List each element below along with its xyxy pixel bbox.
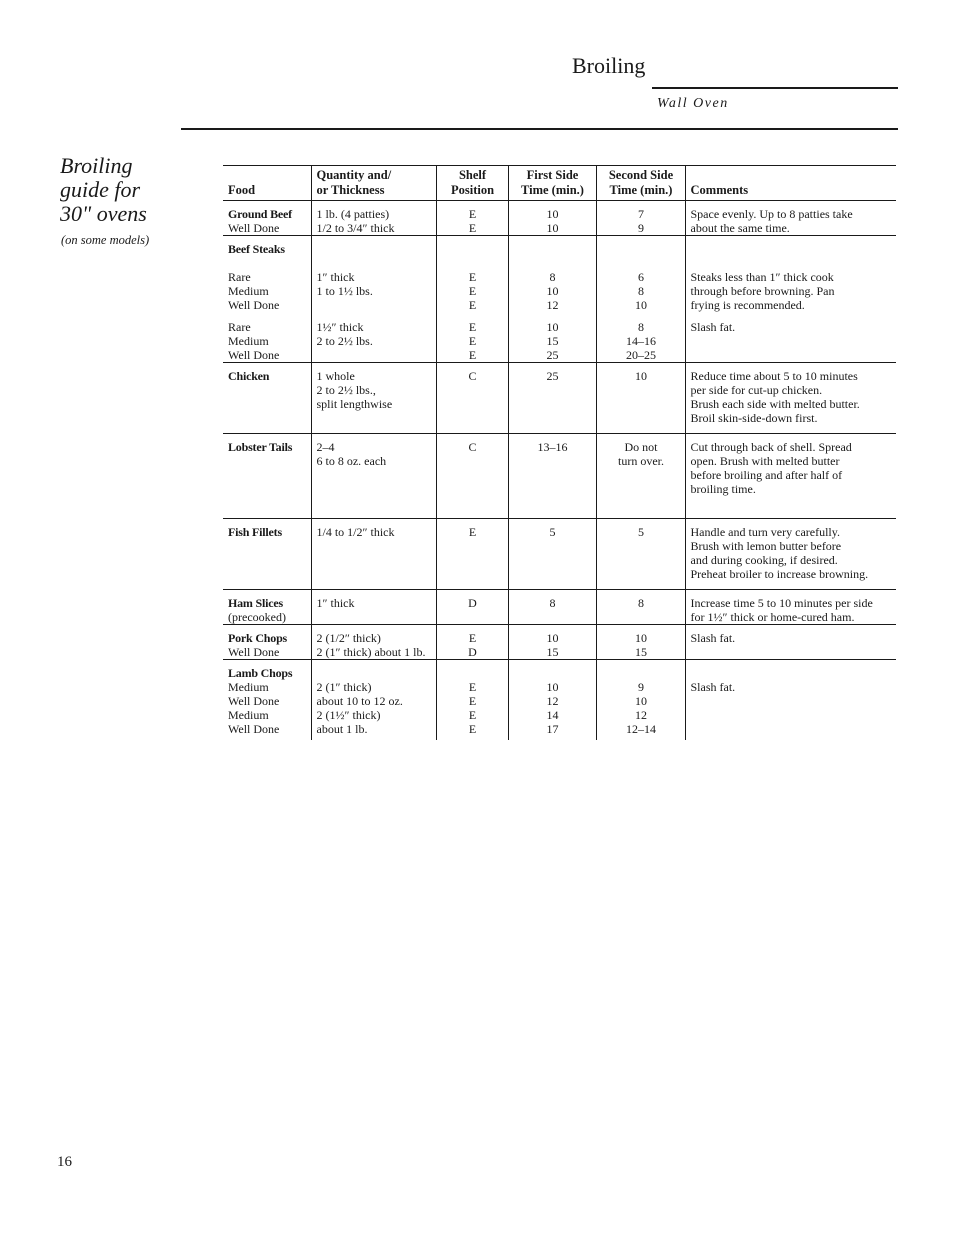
cell-second-side [596,590,685,625]
cell-first-side [508,363,596,434]
spacer [514,312,592,320]
cell-line: Space evenly. Up to 8 patties take [690,207,853,221]
cell-quantity [311,519,436,590]
header-first-side [508,166,596,201]
cell-line: 8 [638,320,644,334]
cell-quantity [311,201,436,236]
cell-line: Reduce time about 5 to 10 minutes [690,369,858,383]
cell-line [691,348,893,362]
cell-line: 15 [546,645,559,659]
cell-line: about 1 lb. [316,722,368,736]
cell-quantity [311,434,436,519]
table-row-chicken [223,363,896,434]
cell-line: about the same time. [690,221,790,235]
cell-line: Preheat broiler to increase browning. [690,567,869,581]
table-row-pork-chops [223,625,896,660]
cell-line: Broil skin-side-down first. [690,411,818,425]
header-rule-long [181,128,898,130]
table-row-fish-fillets [223,519,896,590]
cell-food [223,201,311,236]
cell-food [223,519,311,590]
cell-shelf [436,236,508,363]
cell-line: 1 lb. (4 patties) [316,207,390,221]
cell-line: 8 [549,596,556,610]
cell-line: and during cooking, if desired. [690,553,838,567]
cell-line: Lobster Tails [228,440,293,454]
table-row-lobster-tails [223,434,896,519]
cell-line: Medium [228,708,269,722]
cell-line: E [468,298,477,312]
cell-line: for 1½″ thick or home-cured ham. [690,610,855,624]
table-row-ground-beef [223,201,896,236]
cell-line: 10 [546,284,559,298]
spacer [691,312,893,320]
cell-first-side [508,201,596,236]
header-line: Quantity and/ [316,168,392,182]
cell-line: 5 [549,525,556,539]
cell-line: split lengthwise [316,397,393,411]
cell-line: 2–4 [316,440,335,454]
cell-line: 10 [635,631,647,645]
side-note: (on some models) [61,233,150,247]
cell-quantity [311,236,436,363]
side-heading [60,154,190,226]
cell-comments [685,519,896,590]
header-quantity [311,166,436,201]
cell-first-side [508,434,596,519]
cell-line: 20–25 [626,348,656,362]
cell-comments [685,590,896,625]
cell-line: Ham Slices [228,596,283,610]
cell-line: E [468,270,477,284]
cell-line: 14–16 [626,334,656,348]
cell-line: Medium [228,284,269,298]
cell-second-side [596,363,685,434]
cell-comments [685,363,896,434]
cell-line: Fish Fillets [228,525,282,539]
cell-line: Increase time 5 to 10 minutes per side [690,596,873,610]
table-header-row [223,166,896,201]
page-number: 16 [57,1154,72,1170]
cell-food [223,660,311,741]
spacer [602,312,681,320]
broiling-guide-table [223,165,896,740]
cell-line: Medium [228,680,269,694]
cell-line: Well Done [228,694,280,708]
cell-line: 9 [638,680,644,694]
cell-line: 2 (1/2″ thick) [316,631,381,645]
cell-line: E [468,207,477,221]
cell-line: 10 [546,680,559,694]
cell-line: broiling time. [690,482,756,496]
cell-line: Rare [228,320,251,334]
cell-line: open. Brush with melted butter [690,454,840,468]
cell-line: 7 [638,207,644,221]
cell-shelf [436,519,508,590]
cell-line: 8 [638,596,644,610]
cell-line [317,298,432,312]
header-line: Second Side [608,168,674,182]
cell-line: turn over. [618,454,664,468]
cell-line [317,242,432,256]
cell-line: Do not [624,440,658,454]
cell-line: 10 [546,320,559,334]
spacer [228,312,307,320]
cell-line: 2 to 2½ lbs. [316,334,373,348]
cell-line [442,666,504,680]
cell-line: 12–14 [626,722,656,736]
cell-line [602,666,681,680]
page-section-title: Broiling [572,53,646,78]
cell-line: Lamb Chops [228,666,293,680]
cell-line [317,666,432,680]
header-shelf [436,166,508,201]
cell-second-side [596,434,685,519]
cell-line: E [468,694,477,708]
cell-line [691,666,893,680]
cell-line [514,666,592,680]
cell-food [223,236,311,363]
side-heading-line: 30" ovens [60,201,147,226]
cell-line [228,256,307,270]
cell-line: Well Done [228,348,280,362]
header-line: or Thickness [316,183,385,197]
table-row-ham-slices [223,590,896,625]
cell-line: 5 [638,525,644,539]
cell-second-side [596,236,685,363]
cell-line: 12 [546,694,559,708]
cell-line: 1″ thick [316,596,355,610]
cell-line [317,256,432,270]
cell-second-side [596,625,685,660]
cell-line: 1/4 to 1/2″ thick [316,525,395,539]
cell-line: E [468,631,477,645]
cell-first-side [508,236,596,363]
header-food: Food [228,183,256,197]
cell-food [223,363,311,434]
cell-line: Ground Beef [228,207,292,221]
cell-shelf [436,590,508,625]
cell-first-side [508,660,596,741]
cell-line: D [468,645,477,659]
header-line: Shelf [458,168,487,182]
cell-line [442,242,504,256]
cell-second-side [596,519,685,590]
cell-quantity [311,590,436,625]
cell-line: 2 (1″ thick) [316,680,372,694]
cell-line [514,256,592,270]
cell-line: Slash fat. [690,680,736,694]
cell-line: 8 [549,270,556,284]
side-heading-line: guide for [60,177,141,202]
cell-line: 14 [546,708,559,722]
cell-line: 2 (1½″ thick) [316,708,381,722]
cell-food [223,434,311,519]
cell-line: E [468,708,477,722]
spacer [442,312,504,320]
cell-line: 2 to 2½ lbs., [316,383,376,397]
cell-shelf [436,434,508,519]
cell-line: E [468,348,477,362]
cell-first-side [508,519,596,590]
cell-quantity [311,363,436,434]
cell-food [223,625,311,660]
cell-line: 25 [546,369,559,383]
cell-line: E [468,284,477,298]
header-rule-short [652,87,898,89]
cell-line: 6 [638,270,644,284]
cell-line: 10 [635,694,647,708]
cell-shelf [436,625,508,660]
cell-line: 12 [635,708,647,722]
cell-line: E [468,221,477,235]
cell-line [691,242,893,256]
cell-line: 1/2 to 3/4″ thick [316,221,395,235]
cell-first-side [508,625,596,660]
cell-line: 2 (1″ thick) about 1 lb. [316,645,426,659]
cell-line: 1″ thick [316,270,355,284]
cell-line: 9 [638,221,644,235]
cell-line: C [468,369,477,383]
header-line: First Side [526,168,579,182]
cell-first-side [508,590,596,625]
cell-line: 10 [546,221,559,235]
table-body [223,201,896,741]
cell-line: 25 [546,348,559,362]
cell-line: 1½″ thick [316,320,364,334]
cell-second-side [596,201,685,236]
cell-quantity [311,625,436,660]
cell-line: 10 [546,631,559,645]
cell-line: 15 [546,334,559,348]
cell-line: Well Done [228,645,280,659]
cell-line: about 10 to 12 oz. [316,694,403,708]
cell-line: E [468,525,477,539]
cell-line: 13–16 [537,440,568,454]
cell-line: Brush each side with melted butter. [690,397,860,411]
cell-line [691,256,893,270]
cell-comments [685,625,896,660]
cell-line [602,256,681,270]
cell-line: 15 [635,645,647,659]
cell-line [691,334,893,348]
cell-quantity [311,660,436,741]
cell-line: Slash fat. [690,320,736,334]
cell-line: D [468,596,477,610]
cell-line: C [468,440,477,454]
cell-line: frying is recommended. [690,298,805,312]
header-line: Time (min.) [609,183,673,197]
cell-line: E [468,320,477,334]
header-line: Position [450,183,495,197]
cell-shelf [436,201,508,236]
cell-line [317,348,432,362]
cell-shelf [436,363,508,434]
cell-line: E [468,334,477,348]
cell-line: Well Done [228,298,280,312]
cell-comments [685,236,896,363]
header-comments: Comments [685,166,896,201]
cell-line [602,242,681,256]
cell-second-side [596,660,685,741]
cell-line: Steaks less than 1″ thick cook [690,270,834,284]
cell-line: E [468,680,477,694]
cell-line: E [468,722,477,736]
cell-line: Pork Chops [228,631,288,645]
page-section-subtitle: Wall Oven [657,96,729,111]
cell-line: Brush with lemon butter before [690,539,842,553]
side-heading-line: Broiling [60,153,133,178]
cell-line: 12 [546,298,559,312]
table-row-lamb-chops [223,660,896,741]
cell-line: 1 to 1½ lbs. [316,284,373,298]
cell-line: per side for cut-up chicken. [690,383,823,397]
cell-line: 10 [635,369,647,383]
cell-line: Chicken [228,369,270,383]
cell-line: Handle and turn very carefully. [690,525,840,539]
cell-comments [685,660,896,741]
cell-line: Rare [228,270,251,284]
cell-shelf [436,660,508,741]
cell-line: Beef Steaks [228,242,285,256]
spacer [317,312,432,320]
cell-comments [685,201,896,236]
header-line: Time (min.) [521,183,584,197]
cell-line: Slash fat. [690,631,736,645]
cell-line: 6 to 8 oz. each [316,454,387,468]
cell-food [223,590,311,625]
cell-comments [685,434,896,519]
cell-line: through before browning. Pan [690,284,835,298]
cell-line [514,242,592,256]
cell-line: 10 [546,207,559,221]
cell-line: before broiling and after half of [690,468,843,482]
cell-line: 10 [635,298,647,312]
table-row-beef-steaks [223,236,896,363]
cell-line: Medium [228,334,269,348]
cell-line: (precooked) [228,610,286,624]
cell-line: 1 whole [316,369,355,383]
cell-line: Well Done [228,722,280,736]
cell-line: 8 [638,284,644,298]
cell-line: Well Done [228,221,280,235]
cell-line: Cut through back of shell. Spread [690,440,852,454]
cell-line: 17 [546,722,559,736]
header-second-side [596,166,685,201]
cell-line [442,256,504,270]
